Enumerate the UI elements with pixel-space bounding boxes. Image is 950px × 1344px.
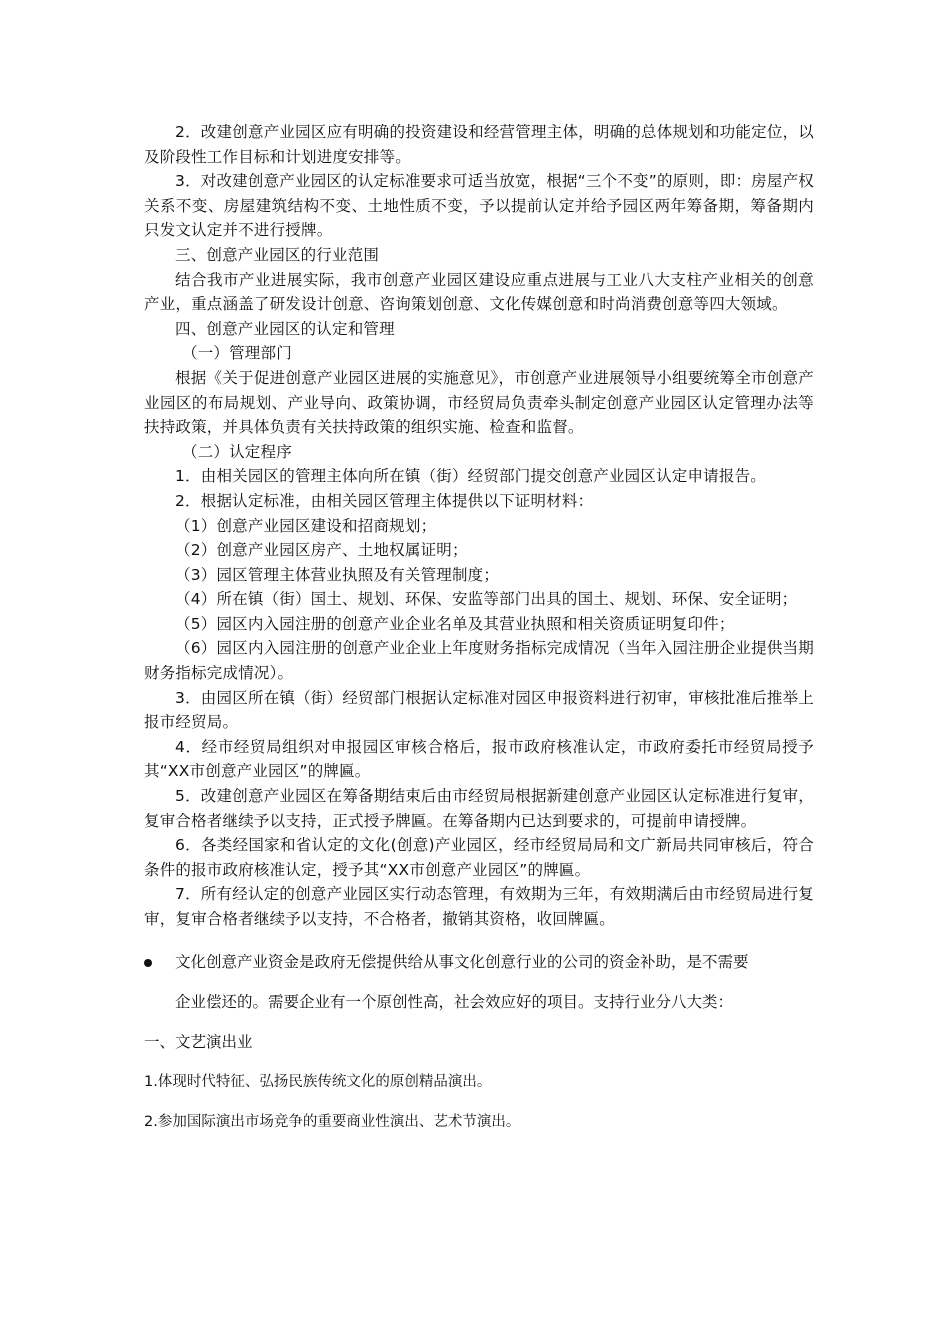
- document-page: [144, 120, 814, 1134]
- subheading-management-dept: （一）管理部门: [182, 344, 292, 363]
- material-item-2: （2）创意产业园区房产、土地权属证明；: [175, 541, 468, 560]
- funding-bullet-line-1: [144, 950, 814, 974]
- procedure-step-4: 4．经市经贸局组织对申报园区审核合格后，报市政府核准认定，市政府委托市经贸局授予其“XX市创意产业园区”的牌匾。: [144, 737, 814, 781]
- procedure-step-1: 1．由相关园区的管理主体向所在镇（街）经贸部门提交创意产业园区认定申请报告。: [175, 467, 766, 486]
- paragraph-industry-scope: 结合我市产业进展实际，我市创意产业园区建设应重点进展与工业八大支柱产业相关的创意产业，重点涵盖了研发设计创意、咨询策划创意、文化传媒创意和时尚消费创意等四大领域。: [144, 270, 814, 314]
- procedure-step-3: 3．由园区所在镇（街）经贸部门根据认定标准对园区申报资料进行初审，审核批准后推举上报市经贸局。: [144, 688, 814, 732]
- performing-arts-item-2: 2.参加国际演出市场竞争的重要商业性演出、艺术节演出。: [144, 1113, 521, 1130]
- material-item-6: （6）园区内入园注册的创意产业企业上年度财务指标完成情况（当年入园注册企业提供当期财务指标完成情况）。: [144, 639, 814, 683]
- paragraph-item-2: 2．改建创意产业园区应有明确的投资建设和经营管理主体，明确的总体规划和功能定位，以及阶段性工作目标和计划进度安排等。: [144, 123, 814, 166]
- procedure-step-5: 5．改建创意产业园区在筹备期结束后由市经贸局根据新建创意产业园区认定标准进行复审，复审合格者继续予以支持，正式授予牌匾。在筹备期内已达到要求的，可提前申请授牌。: [144, 787, 814, 830]
- funding-bullet: [144, 950, 814, 1014]
- heading-certification: 四、创意产业园区的认定和管理: [175, 319, 395, 338]
- subheading-procedure: （二）认定程序: [182, 442, 292, 461]
- paragraph-item-3: 3．对改建创意产业园区的认定标准要求可适当放宽，根据“三个不变”的原则，即：房屋产权关系不变、房屋建筑结构不变、土地性质不变，予以提前认定并给予园区两年筹备期，筹备期内只发文认定并不进行授牌。: [144, 172, 814, 240]
- heading-industry-scope: 三、创意产业园区的行业范围: [175, 245, 380, 264]
- material-item-1: （1）创意产业园区建设和招商规划；: [175, 516, 437, 535]
- material-item-3: （3）园区管理主体营业执照及有关管理制度；: [175, 565, 500, 584]
- funding-bullet-text: 文化创意产业资金是政府无偿提供给从事文化创意行业的公司的资金补助，是不需要: [175, 952, 749, 971]
- material-item-5: （5）园区内入园注册的创意产业企业名单及其营业执照和相关资质证明复印件；: [175, 614, 735, 633]
- procedure-step-7: 7．所有经认定的创意产业园区实行动态管理，有效期为三年，有效期满后由市经贸局进行复审，复审合格者继续予以支持，不合格者，撤销其资格，收回牌匾。: [144, 885, 814, 928]
- bullet-dot-icon: [144, 959, 152, 967]
- procedure-step-2: 2．根据认定标准，由相关园区管理主体提供以下证明材料：: [175, 491, 594, 510]
- procedure-step-6: 6．各类经国家和省认定的文化(创意)产业园区，经市经贸局局和文广新局共同审核后，符合条件的报市政府核准认定，授予其“XX市创意产业园区”的牌匾。: [144, 836, 814, 879]
- funding-bullet-line-2: 企业偿还的。需要企业有一个原创性高，社会效应好的项目。支持行业分八大类：: [175, 992, 734, 1011]
- section-heading-performing-arts: 一、文艺演出业: [144, 1032, 253, 1051]
- performing-arts-item-1: 1.体现时代特征、弘扬民族传统文化的原创精品演出。: [144, 1073, 492, 1090]
- paragraph-management-dept: 根据《关于促进创意产业园区进展的实施意见》，市创意产业进展领导小组要统筹全市创意产业园区的布局规划、产业导向、政策协调，市经贸局负责牵头制定创意产业园区认定管理办法等扶持政策，并具体负责有关扶持政策的组织实施、检查和监督。: [144, 368, 814, 437]
- material-item-4: （4）所在镇（街）国土、规划、环保、安监等部门出具的国土、规划、环保、安全证明；: [175, 590, 798, 609]
